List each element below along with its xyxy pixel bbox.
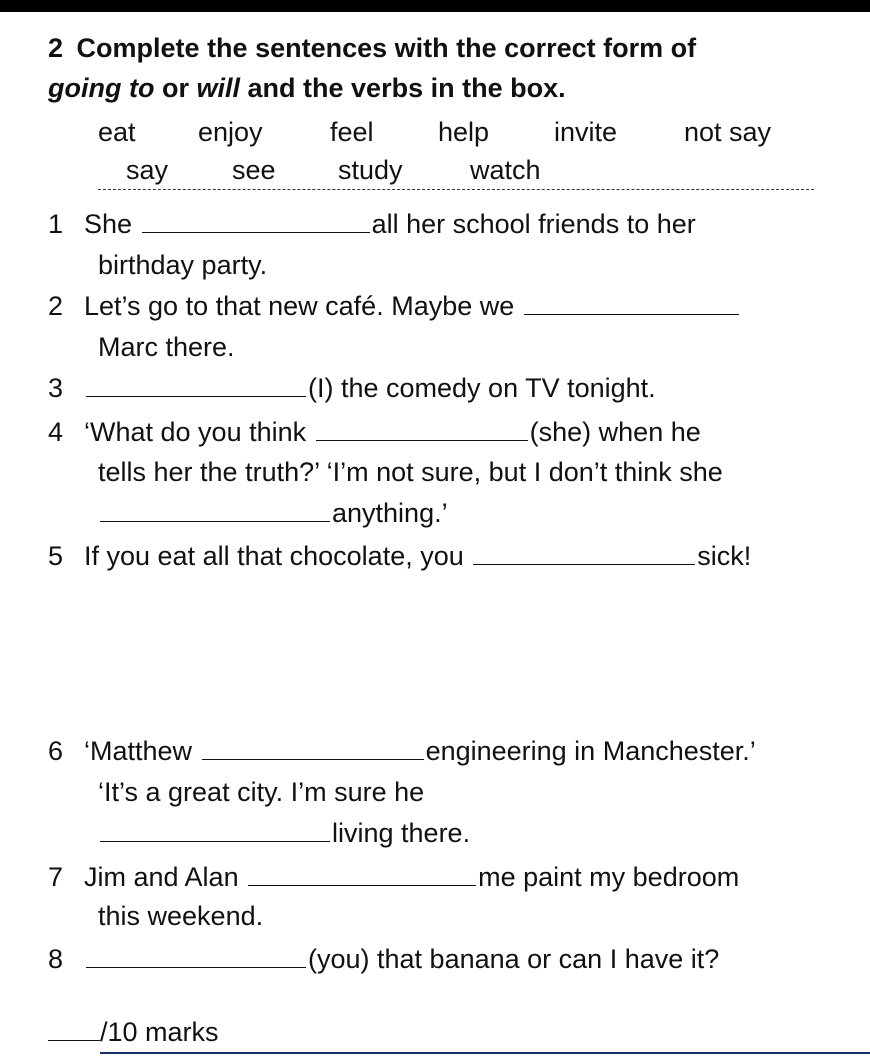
sentence-text: sick! [697, 541, 752, 571]
sentence-text: Jim and Alan [84, 862, 239, 892]
word-box-item: say [126, 155, 169, 185]
sentence-4-continuation-2 [98, 493, 448, 533]
sentence-text: all her school friends to her [371, 209, 696, 239]
marks-blank[interactable] [48, 1012, 100, 1041]
sentence-text: ‘What do you think [84, 417, 307, 447]
sentence-number: 4 [48, 417, 64, 447]
sentence-5 [48, 536, 751, 576]
word-box-item: see [232, 155, 276, 185]
sentence-1 [48, 204, 696, 244]
answer-blank[interactable] [86, 939, 306, 968]
sentence-number: 3 [48, 373, 64, 403]
answer-blank[interactable] [100, 813, 330, 842]
exercise-number: 2 [48, 33, 64, 63]
sentence-7-continuation: this weekend. [98, 901, 264, 931]
word-box-item: enjoy [198, 117, 263, 147]
bottom-rule [100, 1052, 870, 1054]
sentence-text: If you eat all that chocolate, you [84, 541, 464, 571]
sentence-number: 1 [48, 209, 64, 239]
sentence-text: living there. [332, 818, 471, 848]
sentence-text: (you) that banana or can I have it? [308, 944, 720, 974]
answer-blank[interactable] [248, 857, 476, 886]
marks-label: /10 marks [100, 1017, 219, 1047]
top-border [0, 0, 870, 12]
word-box-item: study [338, 155, 403, 185]
sentence-number: 7 [48, 862, 64, 892]
sentence-2-continuation: Marc there. [98, 332, 235, 362]
sentence-text: She [84, 209, 133, 239]
answer-blank[interactable] [316, 412, 528, 441]
sentence-1-continuation: birthday party. [98, 250, 268, 280]
answer-blank[interactable] [524, 286, 739, 315]
sentence-number: 2 [48, 291, 64, 321]
sentence-text: anything.’ [332, 498, 448, 528]
instruction-part1: Complete the sentences with the correct form of [76, 33, 697, 63]
word-box-item: watch [470, 155, 541, 185]
sentence-2 [48, 286, 741, 326]
instruction-will: will [196, 73, 241, 103]
word-box-item: help [438, 117, 490, 147]
instruction-or: or [161, 73, 189, 103]
sentence-number: 8 [48, 944, 64, 974]
sentence-text: (she) when he [529, 417, 701, 447]
sentence-6-continuation-2 [98, 813, 470, 853]
word-box-item: invite [554, 117, 618, 147]
sentence-3 [48, 368, 656, 408]
word-box [98, 114, 818, 194]
word-box-item: not say [684, 117, 772, 147]
sentence-7 [48, 857, 739, 897]
answer-blank[interactable] [202, 731, 424, 760]
sentence-4-continuation: tells her the truth?’ ‘I’m not sure, but I don’t think she [98, 457, 723, 487]
word-box-item: feel [330, 117, 374, 147]
instruction-going-to: going to [48, 73, 155, 103]
sentence-number: 6 [48, 736, 64, 766]
sentence-text: (I) the comedy on TV tonight. [308, 373, 656, 403]
sentence-4 [48, 412, 701, 452]
answer-blank[interactable] [100, 493, 330, 522]
sentence-number: 5 [48, 541, 64, 571]
word-box-item: eat [98, 117, 136, 147]
word-box-divider [98, 189, 814, 190]
exercise-heading [48, 28, 848, 108]
sentence-text: ‘Matthew [84, 736, 193, 766]
marks-total [48, 1012, 219, 1052]
answer-blank[interactable] [473, 536, 695, 565]
answer-blank[interactable] [86, 368, 306, 397]
instruction-part2: and the verbs in the box. [247, 73, 566, 103]
sentence-text: Let’s go to that new café. Maybe we [84, 291, 515, 321]
sentence-text: me paint my bedroom [478, 862, 740, 892]
sentence-8 [48, 939, 719, 979]
sentence-6-continuation: ‘It’s a great city. I’m sure he [98, 777, 425, 807]
sentence-text: engineering in Manchester.’ [425, 736, 756, 766]
sentence-6 [48, 731, 756, 771]
answer-blank[interactable] [142, 204, 370, 233]
